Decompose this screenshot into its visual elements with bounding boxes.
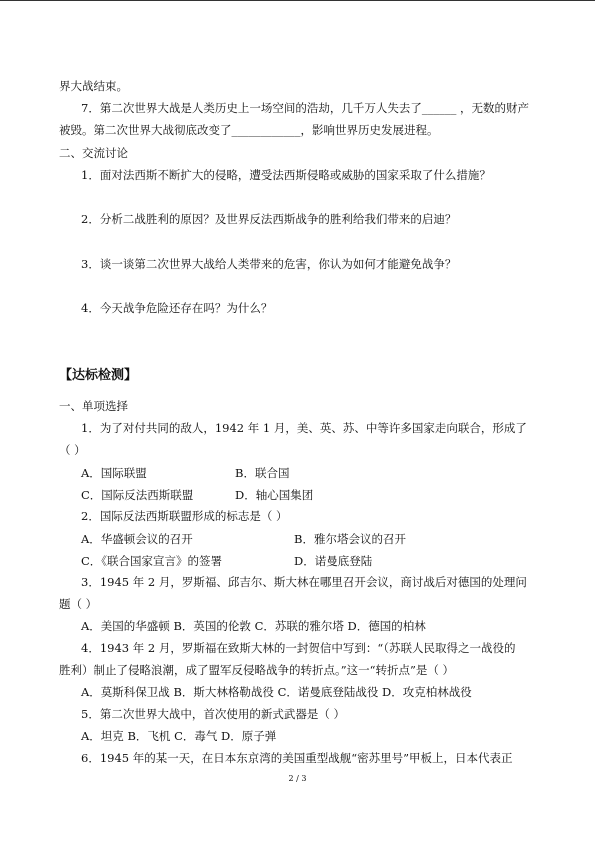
option-row: A．莫斯科保卫战 B．斯大林格勒战役 C．诺曼底登陆战役 D．攻克柏林战役: [81, 685, 472, 699]
text-line: 被毁。第二次世界大战彻底改变了____________，影响世界历史发展进程。: [59, 123, 439, 137]
option: A．国际联盟: [81, 466, 147, 480]
option: D．诺曼底登陆: [294, 554, 373, 568]
section-title: 二、交流讨论: [59, 146, 128, 160]
text-line: 界大战结束。: [59, 79, 128, 93]
discussion-question: 4．今天战争危险还存在吗？为什么？: [81, 301, 273, 315]
section-heading: 【达标检测】: [59, 368, 138, 383]
discussion-question: 1．面对法西斯不断扩大的侵略，遭受法西斯侵略或威胁的国家采取了什么措施？: [81, 168, 491, 182]
question-text: （ ）: [59, 443, 86, 457]
question-text: 题（ ）: [59, 597, 98, 611]
discussion-question: 2．分析二战胜利的原因？及世界反法西斯战争的胜利给我们带来的启迪？: [81, 212, 457, 226]
option: C．《联合国家宣言》的签署: [81, 554, 223, 568]
section-title: 一、单项选择: [59, 399, 128, 413]
question-text: 6．1945 年的某一天，在日本东京湾的美国重型战舰“密苏里号”甲板上，日本代表正: [81, 751, 513, 765]
option-row: A．美国的华盛顿 B．英国的伦敦 C．苏联的雅尔塔 D．德国的柏林: [81, 619, 426, 633]
top-border: [0, 0, 595, 1]
page-number: 2 / 3: [288, 774, 307, 783]
question-text: 2．国际反法西斯联盟形成的标志是（ ）: [81, 509, 288, 523]
option: A．华盛顿会议的召开: [81, 532, 193, 546]
option: D．轴心国集团: [235, 488, 314, 502]
discussion-question: 3．谈一谈第二次世界大战给人类带来的危害，你认为如何才能避免战争？: [81, 257, 457, 271]
option-row: A．坦克 B．飞机 C．毒气 D．原子弹: [81, 729, 277, 743]
question-text: 1．为了对付共同的敌人，1942 年 1 月，美、英、苏、中等许多国家走向联合，形成了: [81, 421, 527, 435]
option: B．雅尔塔会议的召开: [294, 532, 406, 546]
text-line: 7．第二次世界大战是人类历史上一场空间的浩劫，几千万人失去了______ ，无数的财产: [81, 101, 529, 115]
option: C．国际反法西斯联盟: [81, 488, 194, 502]
question-text: 3．1945 年 2 月，罗斯福、邱吉尔、斯大林在哪里召开会议，商讨战后对德国的处理问: [81, 575, 527, 589]
question-text: 胜利）制止了侵略浪潮，成了盟军反侵略战争的转折点。”这一“转折点”是（ ）: [59, 663, 455, 677]
question-text: 5．第二次世界大战中，首次使用的新式武器是（ ）: [81, 707, 345, 721]
option: B．联合国: [235, 466, 290, 480]
question-text: 4．1943 年 2 月，罗斯福在致斯大林的一封贺信中写到：“（苏联人民取得之一战役的: [81, 641, 516, 655]
